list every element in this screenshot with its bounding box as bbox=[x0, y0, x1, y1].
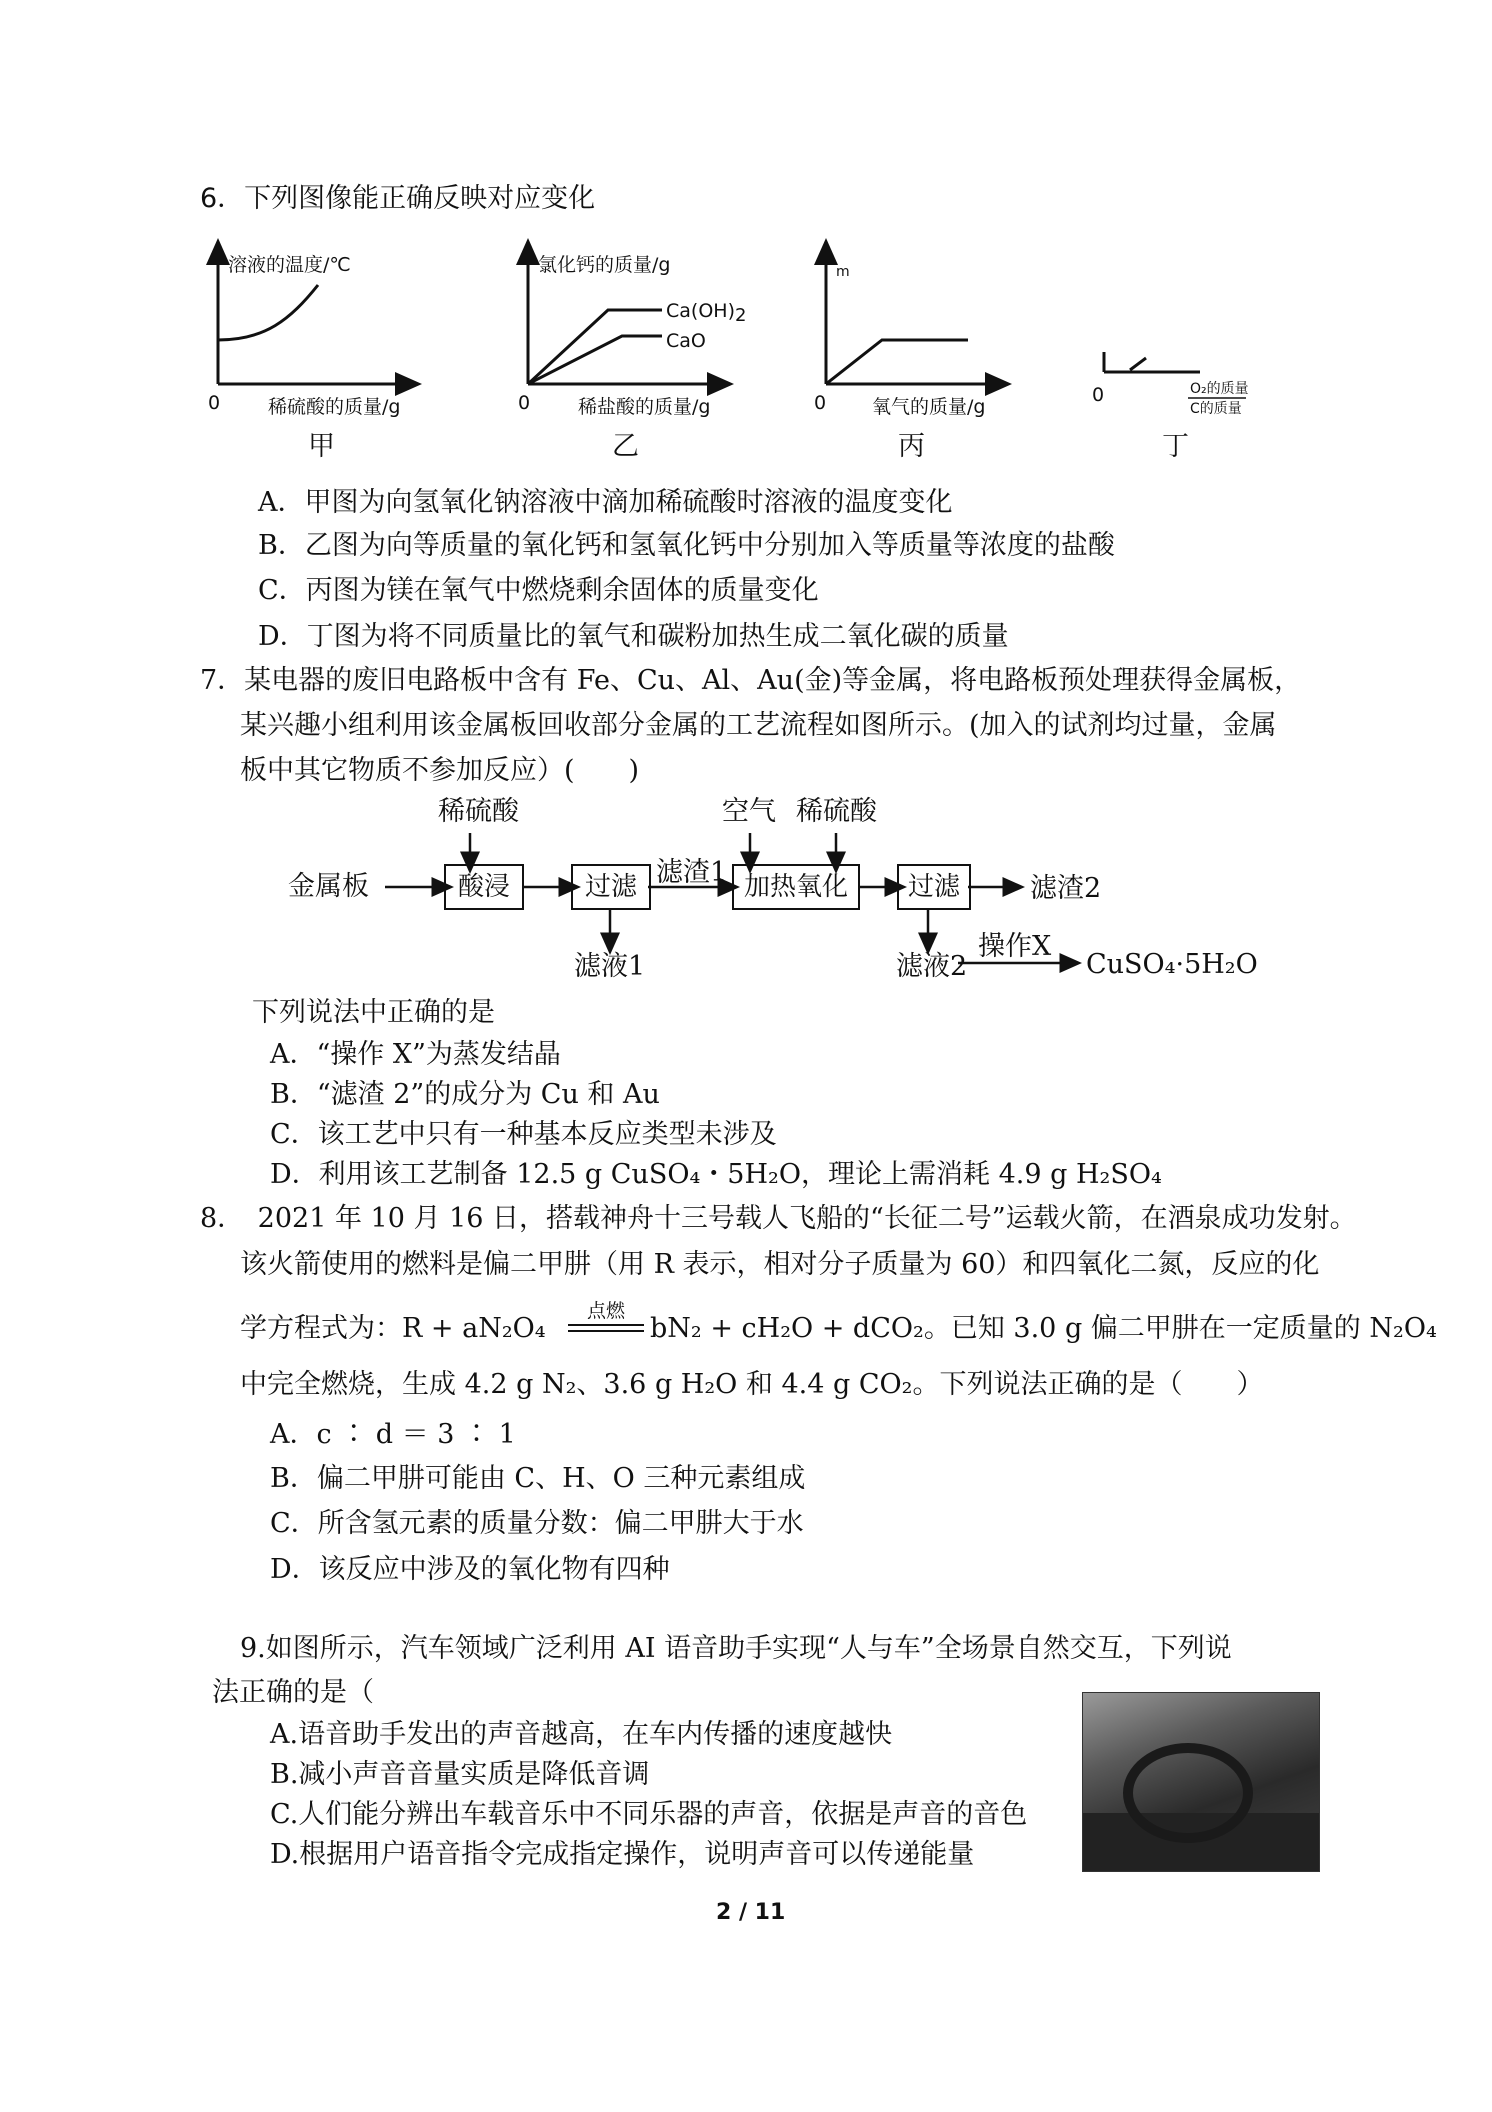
q8-equals-line-top bbox=[568, 1324, 644, 1326]
q9-option-b: B.减小声音音量实质是降低音调 bbox=[270, 1759, 650, 1790]
q8-line1: 8． 2021 年 10 月 16 日，搭载神舟十三号载人飞船的“长征二号”运载火箭，在酒泉成功发射。 bbox=[200, 1203, 1357, 1234]
flow-reagent1: 稀硫酸 bbox=[438, 796, 519, 827]
page-number: 2 / 11 bbox=[716, 1900, 786, 1925]
flow-start: 金属板 bbox=[288, 871, 369, 902]
q8-option-d: D．该反应中涉及的氧化物有四种 bbox=[270, 1554, 670, 1585]
q8-equals-line-bottom bbox=[568, 1330, 644, 1332]
q7-option-a: A．“操作 X”为蒸发结晶 bbox=[270, 1039, 561, 1070]
q7-prompt: 下列说法中正确的是 bbox=[252, 997, 495, 1028]
flow-step-acid-leach: 酸浸 bbox=[444, 864, 524, 910]
q7-option-b: B．“滤渣 2”的成分为 Cu 和 Au bbox=[270, 1079, 660, 1110]
steering-wheel-shape bbox=[1123, 1743, 1253, 1843]
bing-caption: 丙 bbox=[898, 431, 925, 462]
ding-caption: 丁 bbox=[1162, 431, 1189, 462]
q8-line3a: 学方程式为：R + aN₂O₄ bbox=[240, 1313, 546, 1344]
q9-line2: 法正确的是（ bbox=[212, 1677, 374, 1708]
ding-curve bbox=[1130, 358, 1146, 370]
q6-option-c: C．丙图为镁在氧气中燃烧剩余固体的质量变化 bbox=[258, 575, 819, 606]
yi-ylabel: 氯化钙的质量/g bbox=[538, 254, 671, 276]
yi-caption: 乙 bbox=[612, 431, 639, 462]
ding-xlabel-bottom: C的质量 bbox=[1190, 401, 1242, 417]
q8-reaction-arrow bbox=[568, 1300, 644, 1332]
bing-ylabel: m bbox=[836, 264, 850, 280]
q8-line2: 该火箭使用的燃料是偏二甲肼（用 R 表示，相对分子质量为 60）和四氧化二氮，反应的化 bbox=[240, 1249, 1320, 1280]
ding-xlabel-top: O₂的质量 bbox=[1190, 381, 1249, 397]
jia-ylabel: 溶液的温度/℃ bbox=[228, 254, 351, 276]
ding-origin: 0 bbox=[1092, 384, 1105, 406]
q7-stem-line2: 某兴趣小组利用该金属板回收部分金属的工艺流程如图所示。(加入的试剂均过量，金属 bbox=[240, 710, 1277, 741]
bing-xlabel: 氧气的质量/g bbox=[872, 396, 986, 418]
jia-caption: 甲 bbox=[308, 431, 335, 462]
yi-xlabel: 稀盐酸的质量/g bbox=[578, 396, 711, 418]
q7-option-c: C．该工艺中只有一种基本反应类型未涉及 bbox=[270, 1119, 777, 1150]
q9-line1: 9.如图所示，汽车领域广泛利用 AI 语音助手实现“人与车”全场景自然交互，下列说 bbox=[240, 1633, 1232, 1664]
flow-residue1: 滤渣1 bbox=[656, 857, 728, 888]
q6-stem: 6．下列图像能正确反映对应变化 bbox=[200, 183, 596, 214]
q7-stem-line1: 7．某电器的废旧电路板中含有 Fe、Cu、Al、Au(金)等金属，将电路板预处理获得金属板， bbox=[200, 665, 1302, 696]
jia-curve bbox=[218, 285, 318, 340]
bing-origin: 0 bbox=[814, 392, 827, 414]
flow-residue2: 滤渣2 bbox=[1030, 873, 1102, 904]
q9-option-c: C.人们能分辨出车载音乐中不同乐器的声音，依据是声音的音色 bbox=[270, 1799, 1028, 1830]
flow-filtrate2: 滤液2 bbox=[896, 951, 968, 982]
flow-step-heat-oxidize: 加热氧化 bbox=[732, 864, 860, 910]
q9-option-d: D.根据用户语音指令完成指定操作，说明声音可以传递能量 bbox=[270, 1839, 975, 1870]
q7-stem-line3: 板中其它物质不参加反应）( ) bbox=[240, 755, 640, 786]
q6-option-a: A．甲图为向氢氧化钠溶液中滴加稀硫酸时溶液的温度变化 bbox=[258, 487, 953, 518]
q8-line3b: bN₂ + cH₂O + dCO₂。已知 3.0 g 偏二甲肼在一定质量的 N₂O₄ bbox=[650, 1313, 1437, 1344]
q6-option-d: D．丁图为将不同质量比的氧气和碳粉加热生成二氧化碳的质量 bbox=[258, 621, 1009, 652]
q9-option-a: A.语音助手发出的声音越高，在车内传播的速度越快 bbox=[270, 1719, 893, 1750]
q8-option-c: C．所含氢元素的质量分数：偏二甲肼大于水 bbox=[270, 1508, 804, 1539]
flow-product: CuSO₄·5H₂O bbox=[1086, 949, 1258, 980]
flow-operation-x: 操作X bbox=[978, 931, 1052, 962]
yi-curve1-label: Ca(OH)2 bbox=[666, 300, 747, 326]
q7-option-d: D．利用该工艺制备 12.5 g CuSO₄・5H₂O，理论上需消耗 4.9 g H₂SO₄ bbox=[270, 1159, 1162, 1190]
car-interior-photo bbox=[1082, 1692, 1320, 1872]
flow-step-filter1: 过滤 bbox=[571, 864, 651, 910]
q8-condition: 点燃 bbox=[586, 1300, 625, 1322]
yi-curve2-label: CaO bbox=[666, 330, 706, 352]
bing-curve bbox=[826, 340, 968, 384]
graph-bing bbox=[826, 250, 1000, 384]
flow-filtrate1: 滤液1 bbox=[574, 951, 646, 982]
q8-line4: 中完全燃烧，生成 4.2 g N₂、3.6 g H₂O 和 4.4 g CO₂。下列说法正确的是（ ） bbox=[240, 1369, 1264, 1400]
flow-step-filter2: 过滤 bbox=[897, 864, 971, 910]
flow-reagent2: 稀硫酸 bbox=[796, 796, 877, 827]
yi-origin: 0 bbox=[518, 392, 531, 414]
q6-option-b: B．乙图为向等质量的氧化钙和氢氧化钙中分别加入等质量等浓度的盐酸 bbox=[258, 530, 1115, 561]
q8-option-b: B．偏二甲肼可能由 C、H、O 三种元素组成 bbox=[270, 1463, 806, 1494]
q8-option-a: A．c ∶ d ＝ 3 ∶ 1 bbox=[270, 1419, 516, 1450]
jia-origin: 0 bbox=[208, 392, 221, 414]
flow-air: 空气 bbox=[722, 796, 776, 827]
jia-xlabel: 稀硫酸的质量/g bbox=[268, 396, 401, 418]
yi-curve-cao bbox=[528, 336, 662, 384]
